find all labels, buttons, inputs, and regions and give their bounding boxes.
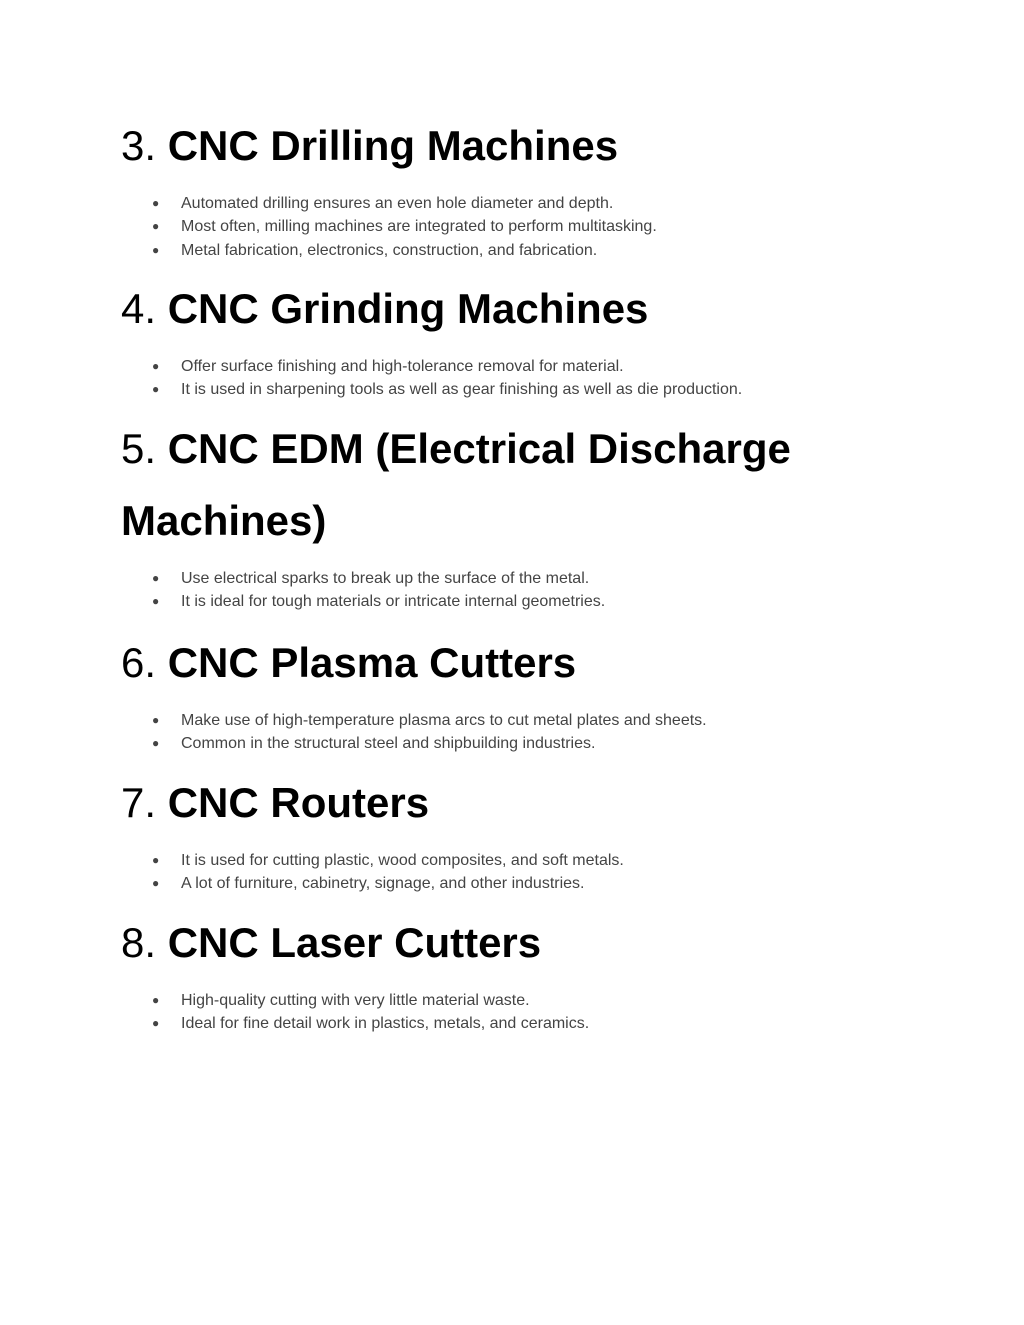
bullet-list — [121, 849, 901, 896]
heading-number: 6. — [121, 639, 157, 686]
bullet-list — [121, 567, 901, 614]
bullet-list — [121, 989, 901, 1036]
bullet-icon: ● — [152, 594, 160, 609]
section-heading — [121, 627, 901, 699]
bullet-list — [121, 709, 901, 756]
list-item — [121, 215, 901, 238]
section-cnc-drilling-machines — [121, 110, 901, 262]
bullet-icon: ● — [152, 713, 160, 727]
list-item-text: It is used for cutting plastic, wood composites, and soft metals. — [181, 852, 624, 869]
heading-title: CNC Grinding Machines — [167, 285, 649, 332]
bullet-icon: ● — [152, 219, 160, 234]
list-item-text: Ideal for fine detail work in plastics, metals, and ceramics. — [181, 1015, 590, 1033]
section-heading — [121, 273, 901, 345]
heading-number: 3. — [121, 122, 157, 169]
heading-title: CNC Plasma Cutters — [167, 639, 577, 686]
heading-number: 4. — [121, 285, 157, 332]
section-cnc-routers — [121, 767, 901, 896]
bullet-icon: ● — [152, 196, 160, 210]
list-item — [121, 192, 901, 215]
bullet-icon: ● — [152, 736, 160, 751]
heading-title: CNC Laser Cutters — [167, 919, 542, 966]
list-item — [121, 590, 901, 613]
bullet-list — [121, 355, 901, 402]
bullet-icon: ● — [152, 382, 160, 397]
section-heading — [121, 767, 901, 839]
bullet-icon: ● — [152, 1016, 160, 1031]
heading-title: CNC Drilling Machines — [167, 122, 619, 169]
list-item-text: Use electrical sparks to break up the surface of the metal. — [181, 570, 590, 587]
heading-number: 8. — [121, 919, 157, 966]
section-heading — [121, 110, 901, 182]
heading-title: CNC Routers — [167, 779, 430, 826]
heading-number: 5. — [121, 425, 157, 472]
list-item-text: It is used in sharpening tools as well as gear finishing as well as die production. — [181, 381, 743, 399]
section-heading — [121, 413, 901, 557]
list-item-text: Most often, milling machines are integrated to perform multitasking. — [181, 218, 657, 236]
bullet-icon: ● — [152, 571, 160, 585]
bullet-icon: ● — [152, 359, 160, 373]
heading-title: CNC EDM (Electrical Discharge Machines) — [121, 425, 791, 544]
section-cnc-laser-cutters — [121, 907, 901, 1036]
list-item — [121, 989, 901, 1012]
bullet-icon: ● — [152, 993, 160, 1007]
list-item-text: A lot of furniture, cabinetry, signage, and other industries. — [181, 875, 585, 893]
bullet-list — [121, 192, 901, 262]
list-item — [121, 732, 901, 755]
section-cnc-plasma-cutters — [121, 627, 901, 756]
list-item-text: Common in the structural steel and shipbuilding industries. — [181, 735, 596, 753]
section-heading — [121, 907, 901, 979]
list-item — [121, 872, 901, 895]
heading-number: 7. — [121, 779, 157, 826]
list-item — [121, 849, 901, 872]
list-item — [121, 1012, 901, 1035]
section-cnc-grinding-machines — [121, 273, 901, 402]
list-item-text: Metal fabrication, electronics, construction, and fabrication. — [181, 241, 598, 259]
list-item-text: Offer surface finishing and high-tolerance removal for material. — [181, 358, 624, 375]
bullet-icon: ● — [152, 242, 160, 257]
bullet-icon: ● — [152, 853, 160, 867]
list-item — [121, 355, 901, 378]
list-item — [121, 239, 901, 262]
list-item-text: It is ideal for tough materials or intricate internal geometries. — [181, 593, 606, 611]
bullet-icon: ● — [152, 876, 160, 891]
list-item-text: High-quality cutting with very little material waste. — [181, 992, 530, 1009]
list-item — [121, 567, 901, 590]
list-item-text: Automated drilling ensures an even hole diameter and depth. — [181, 195, 614, 212]
list-item — [121, 378, 901, 401]
section-cnc-edm — [121, 413, 901, 614]
list-item-text: Make use of high-temperature plasma arcs to cut metal plates and sheets. — [181, 712, 707, 729]
list-item — [121, 709, 901, 732]
